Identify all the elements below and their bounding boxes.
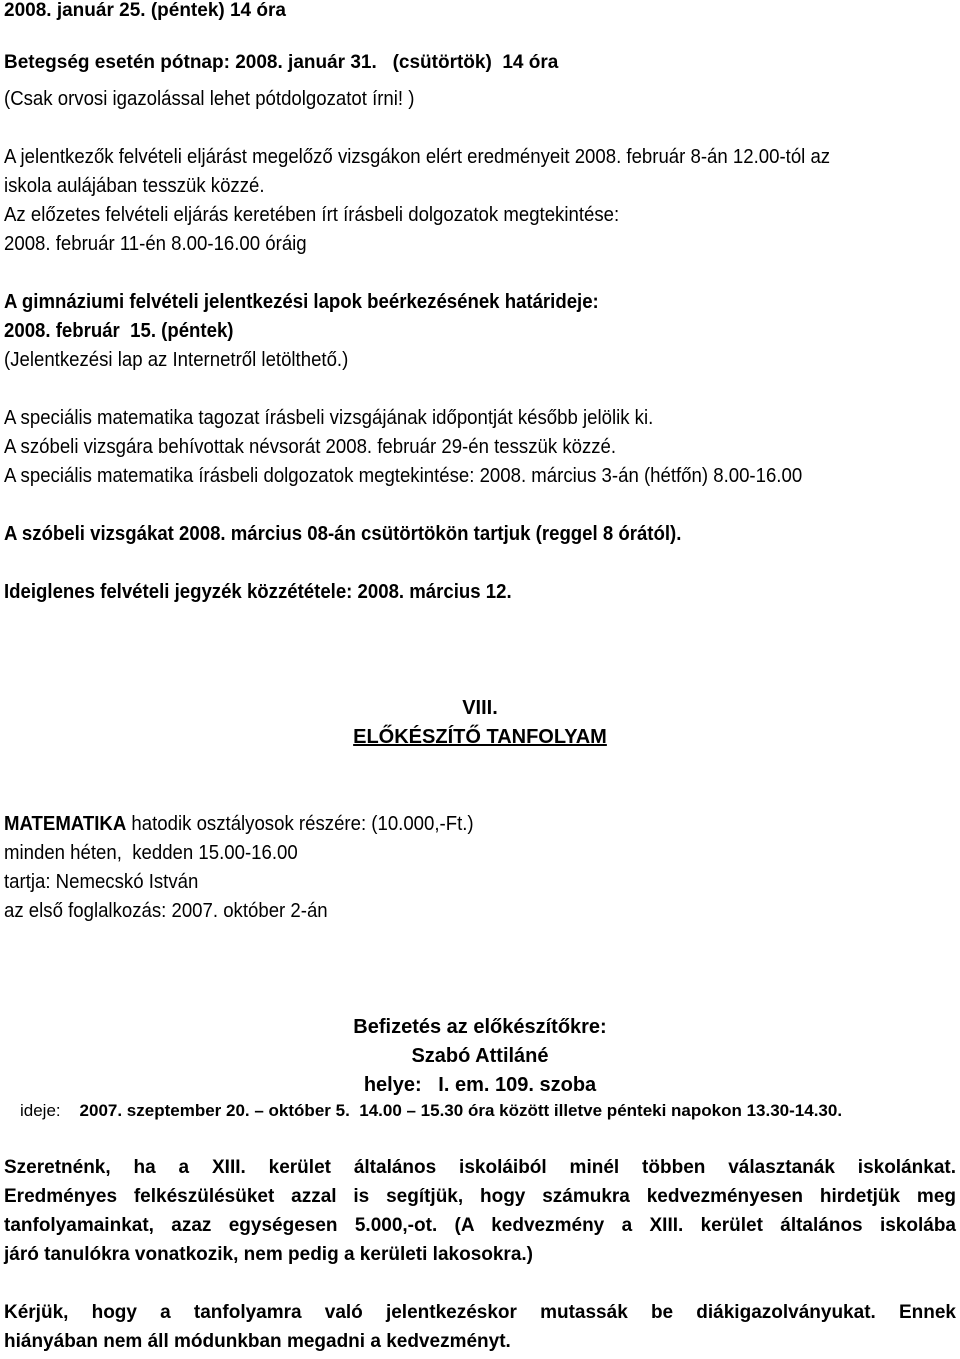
course-first-session: az első foglalkozás: 2007. október 2-án [4, 900, 328, 922]
special-math-line-1: A speciális matematika tagozat írásbeli vizsgájának időpontját később jelölik ki. [4, 407, 654, 429]
discount-line-2: Eredményes felkészülésüket azzal is segítjük, hogy számukra kedvezményesen hirdetjük meg [4, 1186, 956, 1207]
section-number: VIII. [462, 697, 498, 719]
discount-line-3: tanfolyamainkat, azaz egységesen 5.000,-ot. (A kedvezmény a XIII. kerület általános iskolába [4, 1215, 956, 1236]
payment-time-value: 2007. szeptember 20. – október 5. 14.00 – 15.30 óra között illetve pénteki napokon 13.30-14.30. [79, 1101, 843, 1120]
review-line-1: Az előzetes felvételi eljárás keretében írt írásbeli dolgozatok megtekintése: [4, 204, 620, 226]
payment-time-label: ideje: [20, 1101, 61, 1120]
student-id-line-2: hiányában nem áll módunkban megadni a kedvezményt. [4, 1331, 511, 1352]
review-line-2: 2008. február 11-én 8.00-16.00 óráig [4, 233, 307, 255]
special-math-line-2: A szóbeli vizsgára behívottak névsorát 2008. február 29-én tesszük közzé. [4, 436, 617, 458]
payment-heading: Befizetés az előkészítőkre: [353, 1016, 607, 1038]
makeup-note: (Csak orvosi igazolással lehet pótdolgozatot írni! ) [4, 88, 415, 110]
section-title [0, 726, 960, 749]
course-teacher: tartja: Nemecskó István [4, 871, 199, 893]
course-subject-line [4, 813, 474, 836]
payment-place: helye: I. em. 109. szoba [363, 1074, 597, 1096]
application-deadline-heading: A gimnáziumi felvételi jelentkezési lapok beérkezésének határideje: [4, 291, 599, 313]
provisional-list-date: Ideiglenes felvételi jegyzék közzététele: 2008. március 12. [4, 581, 512, 603]
discount-line-1: Szeretnénk, ha a XIII. kerület általános iskoláiból minél többen választanák iskolánkat. [4, 1157, 956, 1178]
course-subject-detail: hatodik osztályosok részére: (10.000,-Ft.) [126, 813, 474, 835]
special-math-line-3: A speciális matematika írásbeli dolgozatok megtekintése: 2008. március 3-án (hétfőn) 8.00-16.00 [4, 465, 803, 487]
application-download-note: (Jelentkezési lap az Internetről letölthető.) [4, 349, 349, 371]
payment-time-line [20, 1101, 842, 1121]
exam-date: 2008. január 25. (péntek) 14 óra [4, 0, 286, 21]
payment-name: Szabó Attiláné [411, 1045, 549, 1067]
results-line-1: A jelentkezők felvételi eljárást megelőző vizsgákon elért eredményeit 2008. február 8-án 12.00-tól az [4, 146, 831, 168]
oral-exam-date: A szóbeli vizsgákat 2008. március 08-án csütörtökön tartjuk (reggel 8 órától). [4, 523, 682, 545]
course-schedule: minden héten, kedden 15.00-16.00 [4, 842, 298, 864]
results-line-2: iskola aulájában tesszük közzé. [4, 175, 265, 197]
section-title-text: ELŐKÉSZÍTŐ TANFOLYAM [353, 726, 607, 748]
course-subject: MATEMATIKA [4, 813, 127, 835]
makeup-exam-date: Betegség esetén pótnap: 2008. január 31. (csütörtök) 14 óra [4, 52, 559, 73]
application-deadline-date: 2008. február 15. (péntek) [4, 320, 234, 342]
discount-line-4: járó tanulókra vonatkozik, nem pedig a kerületi lakosokra.) [4, 1244, 533, 1265]
student-id-line-1: Kérjük, hogy a tanfolyamra való jelentkezéskor mutassák be diákigazolványukat. Ennek [4, 1302, 956, 1323]
